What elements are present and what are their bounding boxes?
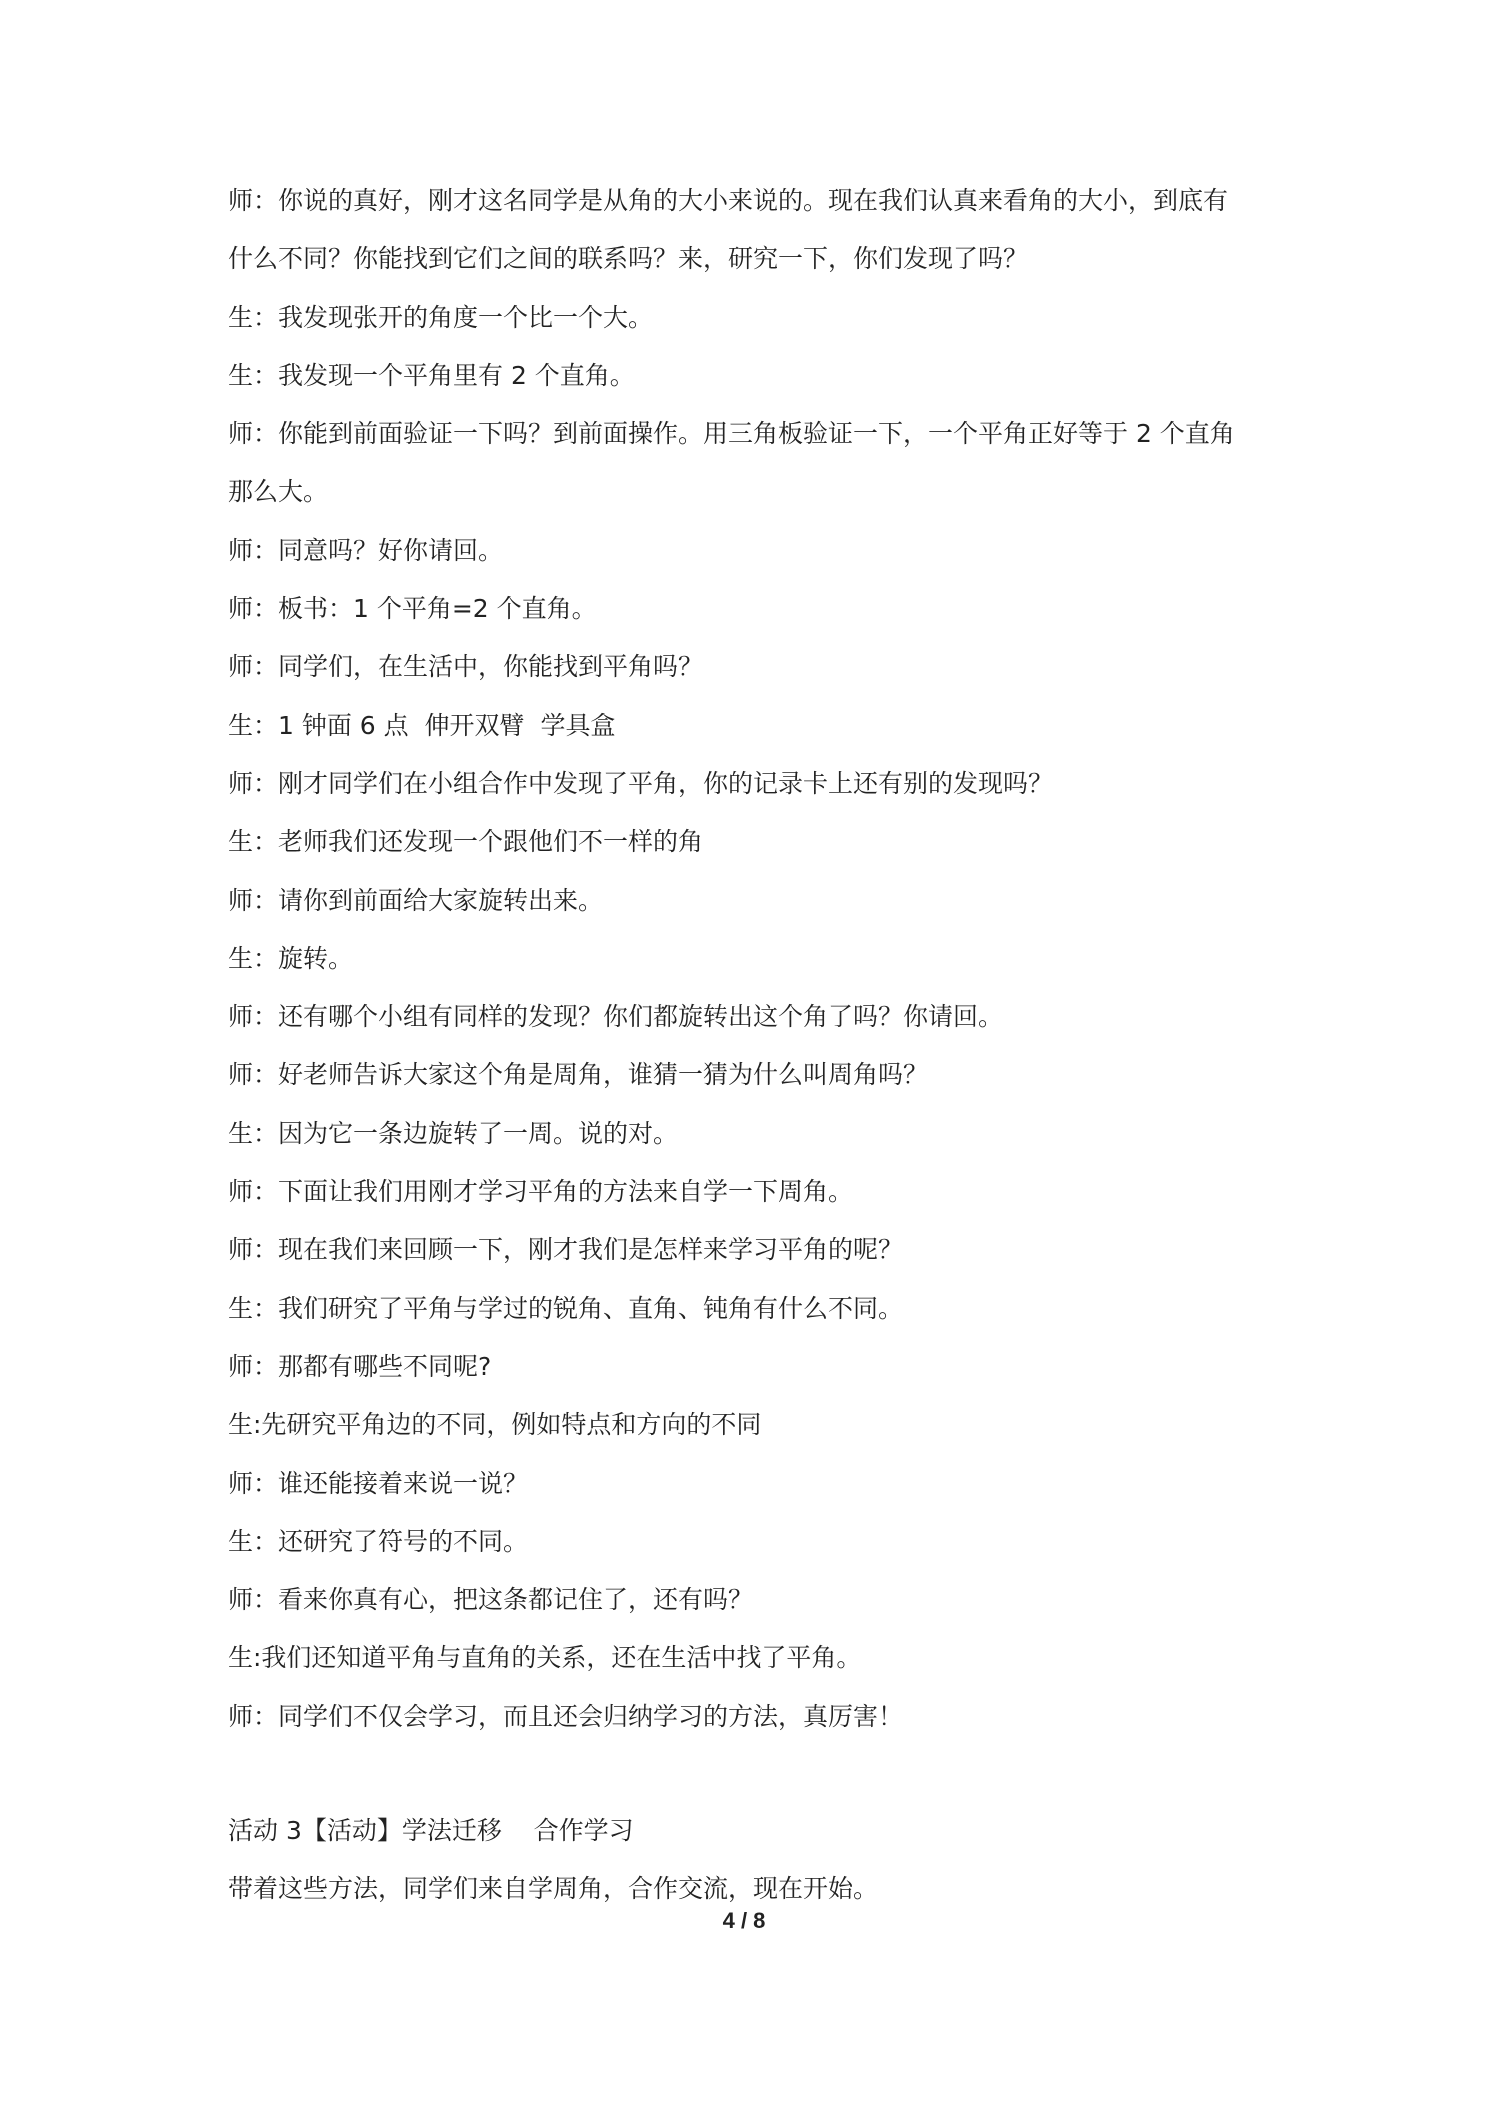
dialogue-line: 生:我们还知道平角与直角的关系，还在生活中找了平角。 — [228, 1643, 862, 1673]
dialogue-line: 师：你说的真好，刚才这名同学是从角的大小来说的。现在我们认真来看角的大小，到底有 — [228, 186, 1229, 215]
dialogue-line: 师：同学们，在生活中，你能找到平角吗？ — [228, 652, 704, 682]
page-number: 4 / 8 — [722, 1908, 766, 1933]
dialogue-line: 生：我们研究了平角与学过的锐角、直角、钝角有什么不同。 — [228, 1293, 904, 1323]
dialogue-line: 师：谁还能接着来说一说？ — [228, 1468, 529, 1498]
dialogue-line: 什么不同？你能找到它们之间的联系吗？来，研究一下，你们发现了吗？ — [228, 244, 1029, 274]
dialogue-line: 师：看来你真有心，把这条都记住了，还有吗？ — [228, 1585, 754, 1615]
document-body — [228, 186, 1288, 1933]
section-spacer — [228, 1760, 1288, 1816]
dialogue-line: 生:先研究平角边的不同，例如特点和方向的不同 — [228, 1410, 762, 1440]
dialogue-line: 那么大。 — [228, 477, 329, 507]
activity-text: 带着这些方法，同学们来自学周角，合作交流，现在开始。 — [228, 1874, 879, 1904]
dialogue-line: 生：旋转。 — [228, 943, 354, 973]
dialogue-line: 师：刚才同学们在小组合作中发现了平角，你的记录卡上还有别的发现吗？ — [228, 768, 1054, 798]
dialogue-line: 师：下面让我们用刚才学习平角的方法来自学一下周角。 — [228, 1177, 854, 1207]
dialogue-line: 生：我发现一个平角里有 2 个直角。 — [228, 360, 635, 390]
dialogue-line: 生：我发现张开的角度一个比一个大。 — [228, 302, 654, 332]
dialogue-line: 师：现在我们来回顾一下，刚才我们是怎样来学习平角的呢？ — [228, 1235, 904, 1265]
dialogue-line: 师：同学们不仅会学习，而且还会归纳学习的方法，真厉害！ — [228, 1701, 904, 1731]
dialogue-line: 生：老师我们还发现一个跟他们不一样的角 — [228, 827, 704, 857]
dialogue-line: 师：还有哪个小组有同样的发现？你们都旋转出这个角了吗？你请回。 — [228, 1002, 1004, 1032]
dialogue-line: 师：请你到前面给大家旋转出来。 — [228, 885, 604, 915]
dialogue-line: 师：你能到前面验证一下吗？到前面操作。用三角板验证一下，一个平角正好等于 2 个直角 — [228, 419, 1235, 449]
dialogue-line: 生：因为它一条边旋转了一周。说的对。 — [228, 1118, 679, 1148]
dialogue-line: 生：1 钟面 6 点 伸开双臂 学具盒 — [228, 710, 616, 740]
dialogue-line: 师：同意吗？好你请回。 — [228, 535, 504, 565]
dialogue-line: 生：还研究了符号的不同。 — [228, 1526, 529, 1556]
dialogue-line: 师：板书：1 个平角=2 个直角。 — [228, 594, 597, 624]
dialogue-line: 师：那都有哪些不同呢? — [228, 1351, 492, 1381]
dialogue-line: 师：好老师告诉大家这个角是周角，谁猜一猜为什么叫周角吗？ — [228, 1060, 929, 1090]
activity-heading: 活动 3【活动】学法迁移 合作学习 — [228, 1816, 634, 1846]
